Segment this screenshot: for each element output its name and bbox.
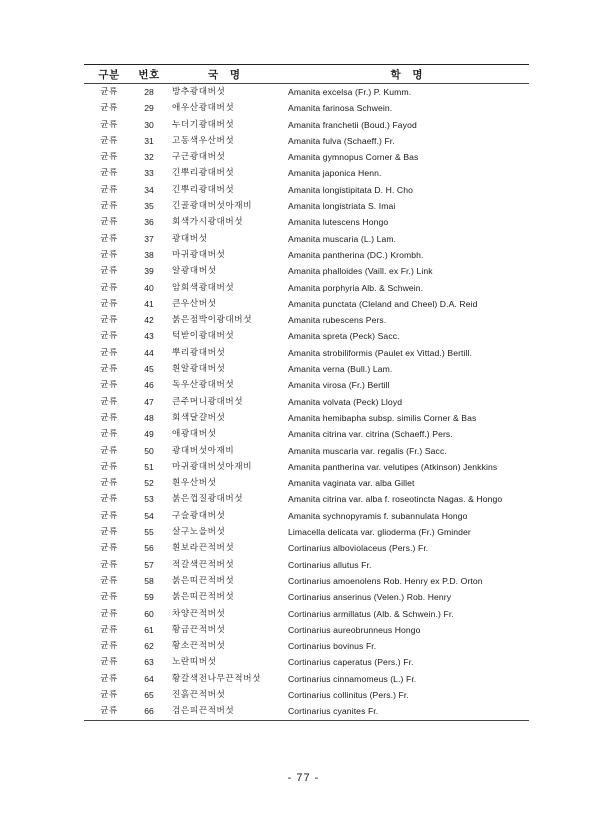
table-row xyxy=(84,671,529,687)
table-row xyxy=(84,573,529,589)
category-cell: 균류 xyxy=(100,315,118,326)
korean-name-cell: 붉은띠끈적버섯 xyxy=(172,592,235,603)
number-cell: 34 xyxy=(144,184,154,195)
number-cell: 63 xyxy=(144,657,154,668)
korean-name-cell: 독우산광대버섯 xyxy=(172,380,235,391)
number-cell: 28 xyxy=(144,87,154,97)
scientific-name-cell: Cortinarius caperatus (Pers.) Fr. xyxy=(288,657,414,668)
header-number: 번호 xyxy=(134,65,164,84)
number-cell: 49 xyxy=(144,429,154,440)
number-cell: 57 xyxy=(144,559,154,570)
korean-name-cell: 누더기광대버섯 xyxy=(172,119,235,130)
korean-name-cell: 마귀광대버섯아재비 xyxy=(172,461,253,472)
category-cell: 균류 xyxy=(100,282,118,293)
category-cell: 균류 xyxy=(100,184,118,195)
korean-name-cell: 구근광대버섯 xyxy=(172,152,226,163)
page-number: - 77 - xyxy=(287,772,320,784)
korean-name-cell: 흰알광대버섯 xyxy=(172,364,226,375)
scientific-name-cell: Amanita citrina var. citrina (Schaeff.) Pers. xyxy=(288,429,453,440)
number-cell: 30 xyxy=(144,119,154,130)
header-row xyxy=(84,65,529,84)
korean-name-cell: 진흙끈적버섯 xyxy=(172,689,226,700)
korean-name-cell: 긴뿌리광대버섯 xyxy=(172,168,235,179)
table-row xyxy=(84,100,529,116)
korean-name-cell: 흰보라끈적버섯 xyxy=(172,543,235,554)
category-cell: 균류 xyxy=(100,233,118,244)
category-cell: 균류 xyxy=(100,624,118,635)
number-cell: 44 xyxy=(144,347,154,358)
scientific-name-cell: Cortinarius amoenolens Rob. Henry ex P.D. Orton xyxy=(288,575,483,586)
number-cell: 62 xyxy=(144,641,154,652)
scientific-name-cell: Amanita muscaria (L.) Lam. xyxy=(288,233,397,244)
korean-name-cell: 광대버섯아재비 xyxy=(172,445,235,456)
number-cell: 61 xyxy=(144,624,154,635)
category-cell: 균류 xyxy=(100,527,118,538)
number-cell: 41 xyxy=(144,298,154,309)
korean-name-cell: 광대버섯 xyxy=(172,233,208,244)
table-body xyxy=(84,84,529,721)
table-row xyxy=(84,606,529,622)
number-cell: 58 xyxy=(144,575,154,586)
category-cell: 균류 xyxy=(100,592,118,603)
number-cell: 60 xyxy=(144,608,154,619)
header-category: 구분 xyxy=(84,65,134,84)
number-cell: 40 xyxy=(144,282,154,293)
table-row xyxy=(84,198,529,214)
scientific-name-cell: Cortinarius bovinus Fr. xyxy=(288,641,377,652)
species-table xyxy=(84,64,529,721)
table-row xyxy=(84,231,529,247)
category-cell: 균류 xyxy=(100,396,118,407)
table-row xyxy=(84,394,529,410)
scientific-name-cell: Cortinarius cinnamomeus (L.) Fr. xyxy=(288,673,417,684)
number-cell: 33 xyxy=(144,168,154,179)
scientific-name-cell: Cortinarius alboviolaceus (Pers.) Fr. xyxy=(288,543,429,554)
category-cell: 균류 xyxy=(100,543,118,554)
korean-name-cell: 검은피끈적버섯 xyxy=(164,703,288,720)
korean-name-cell: 차양끈적버섯 xyxy=(172,608,226,619)
korean-name-cell: 긴뿌리광대버섯 xyxy=(172,184,235,195)
category-cell: 균류 xyxy=(100,331,118,342)
number-cell: 59 xyxy=(144,592,154,603)
table-row xyxy=(84,149,529,165)
scientific-name-cell: Amanita porphyria Alb. & Schwein. xyxy=(288,282,424,293)
category-cell: 균류 xyxy=(100,347,118,358)
scientific-name-cell: Limacella delicata var. glioderma (Fr.) Gminder xyxy=(288,527,471,538)
korean-name-cell: 뿌리광대버섯 xyxy=(172,347,226,358)
category-cell: 균류 xyxy=(100,641,118,652)
category-cell: 균류 xyxy=(100,135,118,146)
category-cell: 균류 xyxy=(100,103,118,114)
number-cell: 55 xyxy=(144,527,154,538)
number-cell: 39 xyxy=(144,266,154,277)
table-row xyxy=(84,426,529,442)
scientific-name-cell: Amanita pantherina (DC.) Krombh. xyxy=(288,249,424,260)
scientific-name-cell: Cortinarius cyanites Fr. xyxy=(288,703,529,720)
header-scientific-name: 학 명 xyxy=(288,65,529,84)
number-cell: 65 xyxy=(144,689,154,700)
table-row xyxy=(84,377,529,393)
scientific-name-cell: Amanita strobiliformis (Paulet ex Vittad.) Bertill. xyxy=(288,347,473,358)
korean-name-cell: 알광대버섯 xyxy=(172,266,217,277)
table-row xyxy=(84,214,529,230)
category-cell: 균류 xyxy=(100,575,118,586)
number-cell: 42 xyxy=(144,315,154,326)
scientific-name-cell: Amanita volvata (Peck) Lloyd xyxy=(288,396,403,407)
korean-name-cell: 붉은띠끈적버섯 xyxy=(172,575,235,586)
korean-name-cell: 큰주머니광대버섯 xyxy=(172,396,244,407)
number-cell: 47 xyxy=(144,396,154,407)
number-cell: 32 xyxy=(144,152,154,163)
table-row xyxy=(84,263,529,279)
korean-name-cell: 살구노을버섯 xyxy=(172,527,226,538)
number-cell: 64 xyxy=(144,673,154,684)
scientific-name-cell: Amanita verna (Bull.) Lam. xyxy=(288,364,393,375)
table-row xyxy=(84,524,529,540)
category-cell: 균류 xyxy=(100,478,118,489)
number-cell: 29 xyxy=(144,103,154,114)
number-cell: 31 xyxy=(144,135,154,146)
korean-name-cell: 황소끈적버섯 xyxy=(172,641,226,652)
category-cell: 균류 xyxy=(84,703,134,720)
table-row xyxy=(84,491,529,507)
category-cell: 균류 xyxy=(100,249,118,260)
number-cell: 37 xyxy=(144,233,154,244)
table-row xyxy=(84,654,529,670)
table-row xyxy=(84,508,529,524)
scientific-name-cell: Amanita spreta (Peck) Sacc. xyxy=(288,331,400,342)
category-cell: 균류 xyxy=(100,510,118,521)
category-cell: 균류 xyxy=(100,461,118,472)
korean-name-cell: 큰우산버섯 xyxy=(172,298,217,309)
scientific-name-cell: Amanita muscaria var. regalis (Fr.) Sacc. xyxy=(288,445,447,456)
number-cell: 50 xyxy=(144,445,154,456)
category-cell: 균류 xyxy=(100,266,118,277)
korean-name-cell: 회색달걀버섯 xyxy=(172,412,226,423)
number-cell: 53 xyxy=(144,494,154,505)
scientific-name-cell: Amanita gymnopus Corner & Bas xyxy=(288,152,419,163)
category-cell: 균류 xyxy=(100,217,118,228)
scientific-name-cell: Amanita virosa (Fr.) Bertill xyxy=(288,380,390,391)
scientific-name-cell: Amanita pantherina var. velutipes (Atkinson) Jenkkins xyxy=(288,461,498,472)
table-row xyxy=(84,345,529,361)
scientific-name-cell: Cortinarius allutus Fr. xyxy=(288,559,372,570)
category-cell: 균류 xyxy=(100,119,118,130)
table-row xyxy=(84,703,529,720)
table-row xyxy=(84,133,529,149)
korean-name-cell: 황금끈적버섯 xyxy=(172,624,226,635)
scientific-name-cell: Amanita citrina var. alba f. roseotincta Nagas. & Hongo xyxy=(288,494,503,505)
korean-name-cell: 붉은점박이광대버섯 xyxy=(172,315,253,326)
category-cell: 균류 xyxy=(100,201,118,212)
scientific-name-cell: Amanita vaginata var. alba Gillet xyxy=(288,478,415,489)
category-cell: 균류 xyxy=(100,494,118,505)
category-cell: 균류 xyxy=(100,152,118,163)
korean-name-cell: 황갈색전나무끈적버섯 xyxy=(172,673,262,684)
table-row xyxy=(84,361,529,377)
scientific-name-cell: Amanita punctata (Cleland and Cheel) D.A. Reid xyxy=(288,298,478,309)
table-row xyxy=(84,443,529,459)
scientific-name-cell: Amanita rubescens Pers. xyxy=(288,315,387,326)
scientific-name-cell: Amanita farinosa Schwein. xyxy=(288,103,393,114)
table-row xyxy=(84,410,529,426)
number-cell: 36 xyxy=(144,217,154,228)
header-korean-name: 국 명 xyxy=(164,65,288,84)
scientific-name-cell: Amanita longistipitata D. H. Cho xyxy=(288,184,414,195)
scientific-name-cell: Amanita fulva (Schaeff.) Fr. xyxy=(288,135,395,146)
number-cell: 66 xyxy=(134,703,164,720)
table-row xyxy=(84,475,529,491)
table-row xyxy=(84,589,529,605)
scientific-name-cell: Amanita franchetii (Boud.) Fayod xyxy=(288,119,417,130)
korean-name-cell: 붉은껍질광대버섯 xyxy=(172,494,244,505)
number-cell: 56 xyxy=(144,543,154,554)
korean-name-cell: 노란띠버섯 xyxy=(172,657,217,668)
korean-name-cell: 흰우산버섯 xyxy=(172,478,217,489)
korean-name-cell: 마귀광대버섯 xyxy=(172,249,226,260)
scientific-name-cell: Amanita longistriata S. Imai xyxy=(288,201,396,212)
table-header xyxy=(84,65,529,84)
scientific-name-cell: Cortinarius anserinus (Velen.) Rob. Henry xyxy=(288,592,452,603)
korean-name-cell: 고동색우산버섯 xyxy=(172,135,235,146)
scientific-name-cell: Cortinarius aureobrunneus Hongo xyxy=(288,624,421,635)
korean-name-cell: 턱받이광대버섯 xyxy=(172,331,235,342)
table-row xyxy=(84,165,529,181)
category-cell: 균류 xyxy=(100,298,118,309)
category-cell: 균류 xyxy=(100,168,118,179)
number-cell: 45 xyxy=(144,364,154,375)
table-row xyxy=(84,296,529,312)
number-cell: 48 xyxy=(144,412,154,423)
category-cell: 균류 xyxy=(100,412,118,423)
number-cell: 52 xyxy=(144,478,154,489)
korean-name-cell: 방추광대버섯 xyxy=(172,87,226,97)
scientific-name-cell: Cortinarius armillatus (Alb. & Schwein.) Fr. xyxy=(288,608,454,619)
scientific-name-cell: Cortinarius collinitus (Pers.) Fr. xyxy=(288,689,409,700)
category-cell: 균류 xyxy=(100,87,118,97)
number-cell: 51 xyxy=(144,461,154,472)
category-cell: 균류 xyxy=(100,380,118,391)
number-cell: 43 xyxy=(144,331,154,342)
category-cell: 균류 xyxy=(100,689,118,700)
table-row xyxy=(84,84,529,101)
table-row xyxy=(84,459,529,475)
table-row xyxy=(84,117,529,133)
category-cell: 균류 xyxy=(100,364,118,375)
scientific-name-cell: Amanita japonica Henn. xyxy=(288,168,382,179)
table-row xyxy=(84,280,529,296)
category-cell: 균류 xyxy=(100,429,118,440)
table-row xyxy=(84,312,529,328)
scientific-name-cell: Amanita phalloides (Vaill. ex Fr.) Link xyxy=(288,266,433,277)
table-row xyxy=(84,182,529,198)
table-row xyxy=(84,638,529,654)
category-cell: 균류 xyxy=(100,673,118,684)
korean-name-cell: 애우산광대버섯 xyxy=(172,103,235,114)
category-cell: 균류 xyxy=(100,657,118,668)
scientific-name-cell: Amanita excelsa (Fr.) P. Kumm. xyxy=(288,87,412,97)
number-cell: 46 xyxy=(144,380,154,391)
number-cell: 54 xyxy=(144,510,154,521)
scientific-name-cell: Amanita hemibapha subsp. similis Corner & Bas xyxy=(288,412,477,423)
number-cell: 38 xyxy=(144,249,154,260)
scientific-name-cell: Amanita sychnopyramis f. subannulata Hongo xyxy=(288,510,468,521)
table-row xyxy=(84,328,529,344)
category-cell: 균류 xyxy=(100,445,118,456)
korean-name-cell: 회색가시광대버섯 xyxy=(172,217,244,228)
korean-name-cell: 적갈색끈적버섯 xyxy=(172,559,235,570)
table-row xyxy=(84,540,529,556)
scientific-name-cell: Amanita lutescens Hongo xyxy=(288,217,389,228)
table-row xyxy=(84,247,529,263)
table-row xyxy=(84,622,529,638)
category-cell: 균류 xyxy=(100,559,118,570)
korean-name-cell: 암회색광대버섯 xyxy=(172,282,235,293)
table-row xyxy=(84,557,529,573)
korean-name-cell: 긴골광대버섯아재비 xyxy=(172,201,253,212)
number-cell: 35 xyxy=(144,201,154,212)
korean-name-cell: 애광대버섯 xyxy=(172,429,217,440)
korean-name-cell: 구슬광대버섯 xyxy=(172,510,226,521)
category-cell: 균류 xyxy=(100,608,118,619)
table-row xyxy=(84,687,529,703)
